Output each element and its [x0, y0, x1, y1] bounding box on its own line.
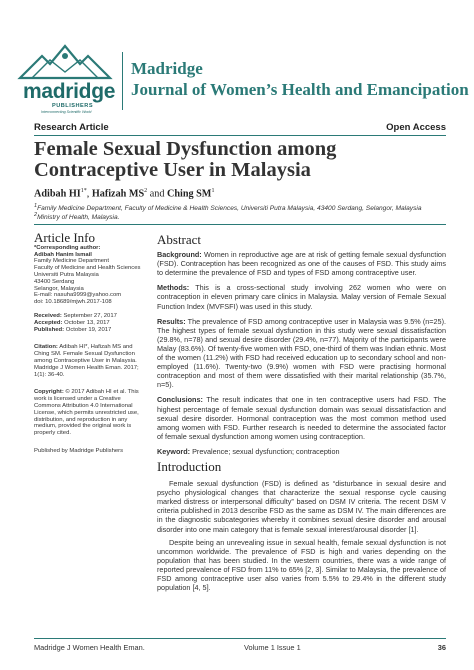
author-sup: 2: [144, 188, 148, 194]
background-text: Women in reproductive age are at risk of getting female sexual dysfunction (FSD). Contraception has been recognized as one of the causes of FSD. This study aims to determine the prevalence of FSD and types of FSD among contraceptive user.: [157, 250, 446, 278]
header-divider: [122, 52, 123, 110]
abstract-background: [157, 250, 446, 277]
logo-wordmark: madridge: [23, 80, 116, 103]
received-date: September 27, 2017: [63, 312, 117, 319]
background-label: Background:: [157, 250, 202, 260]
header-rule: [34, 135, 446, 136]
publisher-name: Madridge: [131, 59, 203, 78]
authors-rule: [34, 224, 446, 225]
affiliation-sup: 2: [34, 212, 38, 218]
citation-text: Adibah HI*, Hafizah MS and Ching SM. Female Sexual Dysfunction among Contraceptive User in Malaysia. Madridge J Women Health Eman. 2017; 1(1): 36-40.: [34, 344, 139, 378]
corresponding-line: Family Medicine Department: [34, 258, 109, 265]
abstract-methods: [157, 283, 446, 310]
footer-journal: Madridge J Women Health Eman.: [34, 643, 145, 652]
abstract-results: [157, 317, 446, 390]
logo-publishers: PUBLISHERS: [52, 103, 94, 109]
article-info-panel: [34, 230, 144, 455]
journal-name: Journal of Women’s Health and Emancipation: [131, 80, 469, 99]
methods-label: Methods:: [157, 283, 190, 293]
affiliation: [34, 212, 120, 221]
methods-text: This is a cross-sectional study involving 262 women who were on contraception in eleven primary care clinics in Malaysia. Malay version of Female Sexual Function Index (MVFSFI) was used in this study.: [157, 283, 446, 311]
author-separator: ,: [86, 188, 92, 200]
affiliation-sup: 1: [34, 203, 38, 209]
affiliation: [34, 203, 422, 212]
mountain-logo-icon: [10, 42, 120, 82]
author-name: Ching SM: [166, 188, 212, 200]
received-label: Received:: [34, 312, 62, 319]
affiliation-text: Ministry of Health, Malaysia.: [37, 214, 120, 222]
published-date: October 19, 2017: [65, 326, 112, 333]
published-label: Published:: [34, 326, 65, 333]
author-sup: 1: [211, 188, 215, 194]
corresponding-label: *Corresponding author:: [34, 244, 101, 251]
corresponding-email[interactable]: E-mail: nasuha9999@yahoo.com: [34, 292, 122, 299]
introduction-heading: Introduction: [157, 458, 222, 474]
author-list: [34, 188, 214, 199]
corresponding-block: [34, 245, 144, 306]
published-by: Published by Madridge Publishers: [34, 447, 124, 454]
author-name: Adibah HI: [34, 188, 81, 200]
keyword-label: Keyword:: [157, 446, 191, 456]
citation-label: Citation:: [34, 344, 58, 351]
open-access-label: Open Access: [386, 122, 446, 133]
keywords-text: Prevalence; sexual dysfunction; contraception: [192, 446, 340, 456]
article-info-heading: Article Info: [34, 230, 96, 245]
publisher-logo: [10, 42, 120, 120]
introduction-paragraph: Female sexual dysfunction (FSD) is defined as “disturbance in sexual desire and psycho physiological changes that characterize the sexual response cycle causing marked distress or interpersonal difficulty” based on DSM IV criteria. The recent DSM V criteria published in 2013 describe FSD as the same as DSM IV. The main differences are in the diagnostic subcategories whereby it combines sexual desire disorder and arousal disorder into one main category that is female sexual interest/arousal disorder [1].: [157, 479, 446, 534]
abstract-conclusions: [157, 395, 446, 440]
footer-rule: [34, 638, 446, 639]
abstract-keywords: [157, 447, 446, 456]
copyright-label: Copyright:: [34, 389, 64, 396]
affiliation-text: Family Medicine Department, Faculty of Medicine & Health Sciences, Universiti Putra Malaysia, 43400 Serdang, Selangor, Malaysia: [37, 205, 422, 213]
results-label: Results:: [157, 316, 186, 326]
corresponding-line: Faculty of Medicine and Health Sciences: [34, 265, 141, 272]
corresponding-line: Universiti Putra Malaysia: [34, 271, 99, 278]
footer-issue: Volume 1 Issue 1: [244, 643, 301, 652]
conclusions-label: Conclusions:: [157, 395, 203, 405]
author-sup: 1*: [80, 188, 87, 194]
introduction-paragraph: Despite being an unrevealing issue in sexual health, female sexual dysfunction is not uncommon worldwide. The prevalence of FSD is high and varies depending on the population that has been studied. In the western countries, there was a wide range of reported prevalence of FSD from 11% to 65% [2, 3]. Similar to Malaysia, the prevalence of FSD among contraceptive user also varies from 5.5% to 29.4% in the different study population [4, 5].: [157, 537, 446, 593]
conclusions-text: The result indicates that one in ten contraceptive users had FSD. The highest percentage of female sexual dysfunction domain was sexual dissatisfaction and sexual desire disorder. Hormonal contraception was the most common method used among women with FSD. Further research is needed to determine the associated factor of female sexual dysfunction among women using contraception.: [157, 395, 446, 441]
corresponding-line: 43400 Serdang: [34, 278, 75, 285]
author-separator: and: [147, 188, 167, 200]
copyright-block: [34, 389, 144, 437]
dates-block: [34, 313, 144, 333]
article-title: Female Sexual Dysfunction among Contraceptive User in Malaysia: [34, 138, 337, 181]
main-content: [157, 232, 446, 596]
article-type: Research Article: [34, 122, 109, 133]
copyright-text: © 2017 Adibah HI et al. This work is licensed under a Creative Commons Attribution 4.0 International License, which permits unrestricted use, distribution, and reproduction in any medium, provided the original work is properly cited.: [34, 389, 139, 437]
author-name: Hafizah MS: [91, 188, 145, 200]
accepted-label: Accepted:: [34, 319, 63, 326]
accepted-date: October 13, 2017: [64, 319, 110, 326]
corresponding-line: Selangor, Malaysia: [34, 285, 84, 292]
results-text: The prevalence of FSD among contraceptive user in Malaysia was 9.5% (n=25). The highest types of female sexual dysfunction in this study were sexual dissatisfaction (29.8%, n=78) and sexual desire disorder (29.4%, n=77). Majority of the participants were Malay (83.6%). Of twenty-five women with FSD, one-third of them was Indian ethnic. Most of the women (11.2%) with FSD had received education up to secondary school and non- employed (11.6%). Twenty-two (9.9%) women with FSD were practising hormonal contraception and most of them were dissatisfied with their marital relationship (35.7%, n=5).: [157, 316, 446, 390]
citation-block: [34, 344, 144, 378]
abstract-heading: Abstract: [157, 232, 202, 247]
doi-link[interactable]: doi: 10.18689/mjwh.2017-108: [34, 299, 112, 306]
corresponding-name: Adibah Hanim Ismail: [34, 251, 92, 258]
page-number: 36: [437, 643, 446, 652]
logo-subline: Interconnecting Scientific World: [41, 110, 92, 114]
